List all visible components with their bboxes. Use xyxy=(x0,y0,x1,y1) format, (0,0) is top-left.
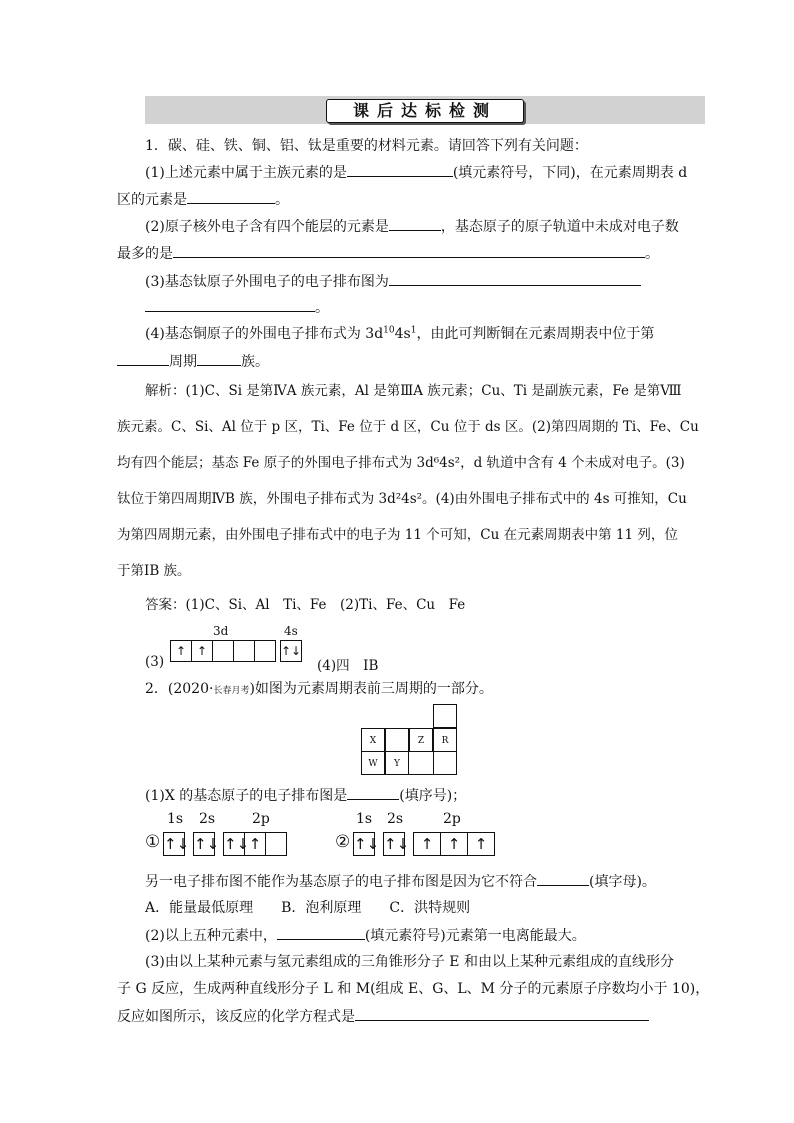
orbital-label-1s: 1s xyxy=(167,811,184,827)
blank xyxy=(277,925,365,940)
orbital-box: ↑↓ xyxy=(353,832,375,856)
q2-choices: A．能量最低原理 B．泡利原理 C．洪特规则 xyxy=(145,900,471,916)
orbital-box: ↑↓ xyxy=(163,832,185,856)
orbital-box: ↑ xyxy=(440,832,468,856)
orbital-box: ↑↓ xyxy=(193,832,215,856)
analysis-line: 均有四个能层；基态 Fe 原子的外围电子排布式为 3d⁶4s²，d 轨道中含有 4 个未成对电子。(3) xyxy=(117,455,685,471)
q2-part3-last: 反应如图所示，该反应的化学方程式是 xyxy=(117,1006,649,1027)
orbital-label-4s: 4s xyxy=(284,624,298,638)
analysis-line: 族元素。C、Si、Al 位于 p 区，Ti、Fe 位于 d 区，Cu 位于 ds 区。(2)第四周期的 Ti、Fe、Cu xyxy=(117,419,699,435)
orbital-box: ↑↓ xyxy=(383,832,405,856)
orbital-box: ↑ xyxy=(170,640,192,662)
orbital-box: ↑↓ xyxy=(280,640,302,662)
orbital-label-2s: 2s xyxy=(199,811,216,827)
q1-part2-cont: 最多的是 。 xyxy=(117,243,659,264)
blank xyxy=(537,871,589,886)
answer-4: (4)四 ⅠB xyxy=(317,658,379,674)
q1-part4-cont: 周期 族。 xyxy=(117,351,269,372)
blank xyxy=(389,216,441,231)
analysis-line: 钛位于第四周期ⅣB 族，外围电子排布式为 3d²4s²。(4)由外围电子排布式中的 4s 可推知，Cu xyxy=(117,491,687,507)
q1-part1: (1)上述元素中属于主族元素的是 (填元素符号，下同)，在元素周期表 d xyxy=(145,162,687,183)
q1-part3: (3)基态钛原子外围电子的电子排布图为 xyxy=(145,271,641,292)
pt-cell xyxy=(433,704,457,728)
q2-part1-cont: 另一电子排布图不能作为基态原子的电子排布图是因为它不符合 (填字母)。 xyxy=(145,871,656,892)
blank xyxy=(347,785,399,800)
pt-cell xyxy=(409,751,433,775)
analysis-line: 于第ⅠB 族。 xyxy=(117,563,191,579)
blank xyxy=(173,243,645,258)
option-2-orbital-diagram xyxy=(353,832,495,856)
pt-cell-z: Z xyxy=(409,728,433,752)
q2-part1: (1)X 的基态原子的电子排布图是 (填序号)； xyxy=(145,785,466,806)
orbital-box: ↑ xyxy=(244,832,266,856)
answer-3-label: (3) xyxy=(145,654,165,670)
blank xyxy=(117,351,169,366)
pt-cell-x: X xyxy=(361,728,385,752)
q1-part1-cont: 区的元素是 。 xyxy=(117,189,289,210)
answer-line: 答案：(1)C、Si、Al Ti、Fe (2)Ti、Fe、Cu Fe xyxy=(145,597,466,613)
orbital-box xyxy=(254,640,276,662)
q2-stem: 2．(2020·长春月考)如图为元素周期表前三周期的一部分。 xyxy=(145,681,493,697)
q1-part3-cont: 。 xyxy=(145,297,329,318)
blank xyxy=(347,162,453,177)
orbital-label-2s: 2s xyxy=(387,811,404,827)
blank xyxy=(197,351,241,366)
option-2-mark: ② xyxy=(335,832,351,852)
orbital-box: ↑ xyxy=(191,640,213,662)
section-title: 课后达标检测 xyxy=(326,99,524,123)
pt-cell xyxy=(385,728,409,752)
blank xyxy=(355,1006,649,1021)
blank xyxy=(187,189,275,204)
orbital-box xyxy=(212,640,234,662)
pt-cell-r: R xyxy=(433,728,457,752)
q1-part2: (2)原子核外电子含有四个能层的元素是 ，基态原子的原子轨道中未成对电子数 xyxy=(145,216,679,237)
orbital-box: ↑ xyxy=(413,832,441,856)
q2-part3-cont: 子 G 反应，生成两种直线形分子 L 和 M(组成 E、G、L、M 分子的元素原子序数均小于 10)， xyxy=(117,981,710,997)
blank xyxy=(389,271,641,286)
orbital-label-2p: 2p xyxy=(443,811,461,827)
pt-cell-y: Y xyxy=(385,751,409,775)
orbital-diagram-4s xyxy=(280,640,302,662)
analysis-line: 解析：(1)C、Si 是第ⅣA 族元素，Al 是第ⅢA 族元素；Cu、Ti 是副族元素，Fe 是第Ⅷ xyxy=(145,383,682,399)
analysis-line: 为第四周期元素，由外围电子排布式中的电子为 11 个可知，Cu 在元素周期表中第 11 列，位 xyxy=(117,527,678,543)
orbital-box xyxy=(233,640,255,662)
blank xyxy=(145,297,315,312)
orbital-label-2p: 2p xyxy=(252,811,270,827)
pt-cell-w: W xyxy=(361,751,385,775)
pt-cell xyxy=(433,751,457,775)
orbital-label-3d: 3d xyxy=(213,624,229,638)
q2-part2: (2)以上五种元素中， (填元素符号)元素第一电离能最大。 xyxy=(145,925,586,946)
q1-part4: (4)基态铜原子的外围电子排布式为 $3d^{10}4s^1$，由此可判断铜在元素周期表中位于第 xyxy=(145,325,655,342)
orbital-label-1s: 1s xyxy=(356,811,373,827)
orbital-box xyxy=(265,832,287,856)
q2-part3: (3)由以上某种元素与氢元素组成的三角锥形分子 E 和由以上某种元素组成的直线形分 xyxy=(145,954,674,970)
q1-stem: 1．碳、硅、铁、铜、铝、钛是重要的材料元素。请回答下列有关问题： xyxy=(145,138,588,154)
orbital-box: ↑ xyxy=(467,832,495,856)
option-1-mark: ① xyxy=(145,832,161,852)
orbital-box: ↑↓ xyxy=(223,832,245,856)
orbital-diagram-3d xyxy=(170,640,276,662)
option-1-orbital-diagram xyxy=(163,832,287,856)
